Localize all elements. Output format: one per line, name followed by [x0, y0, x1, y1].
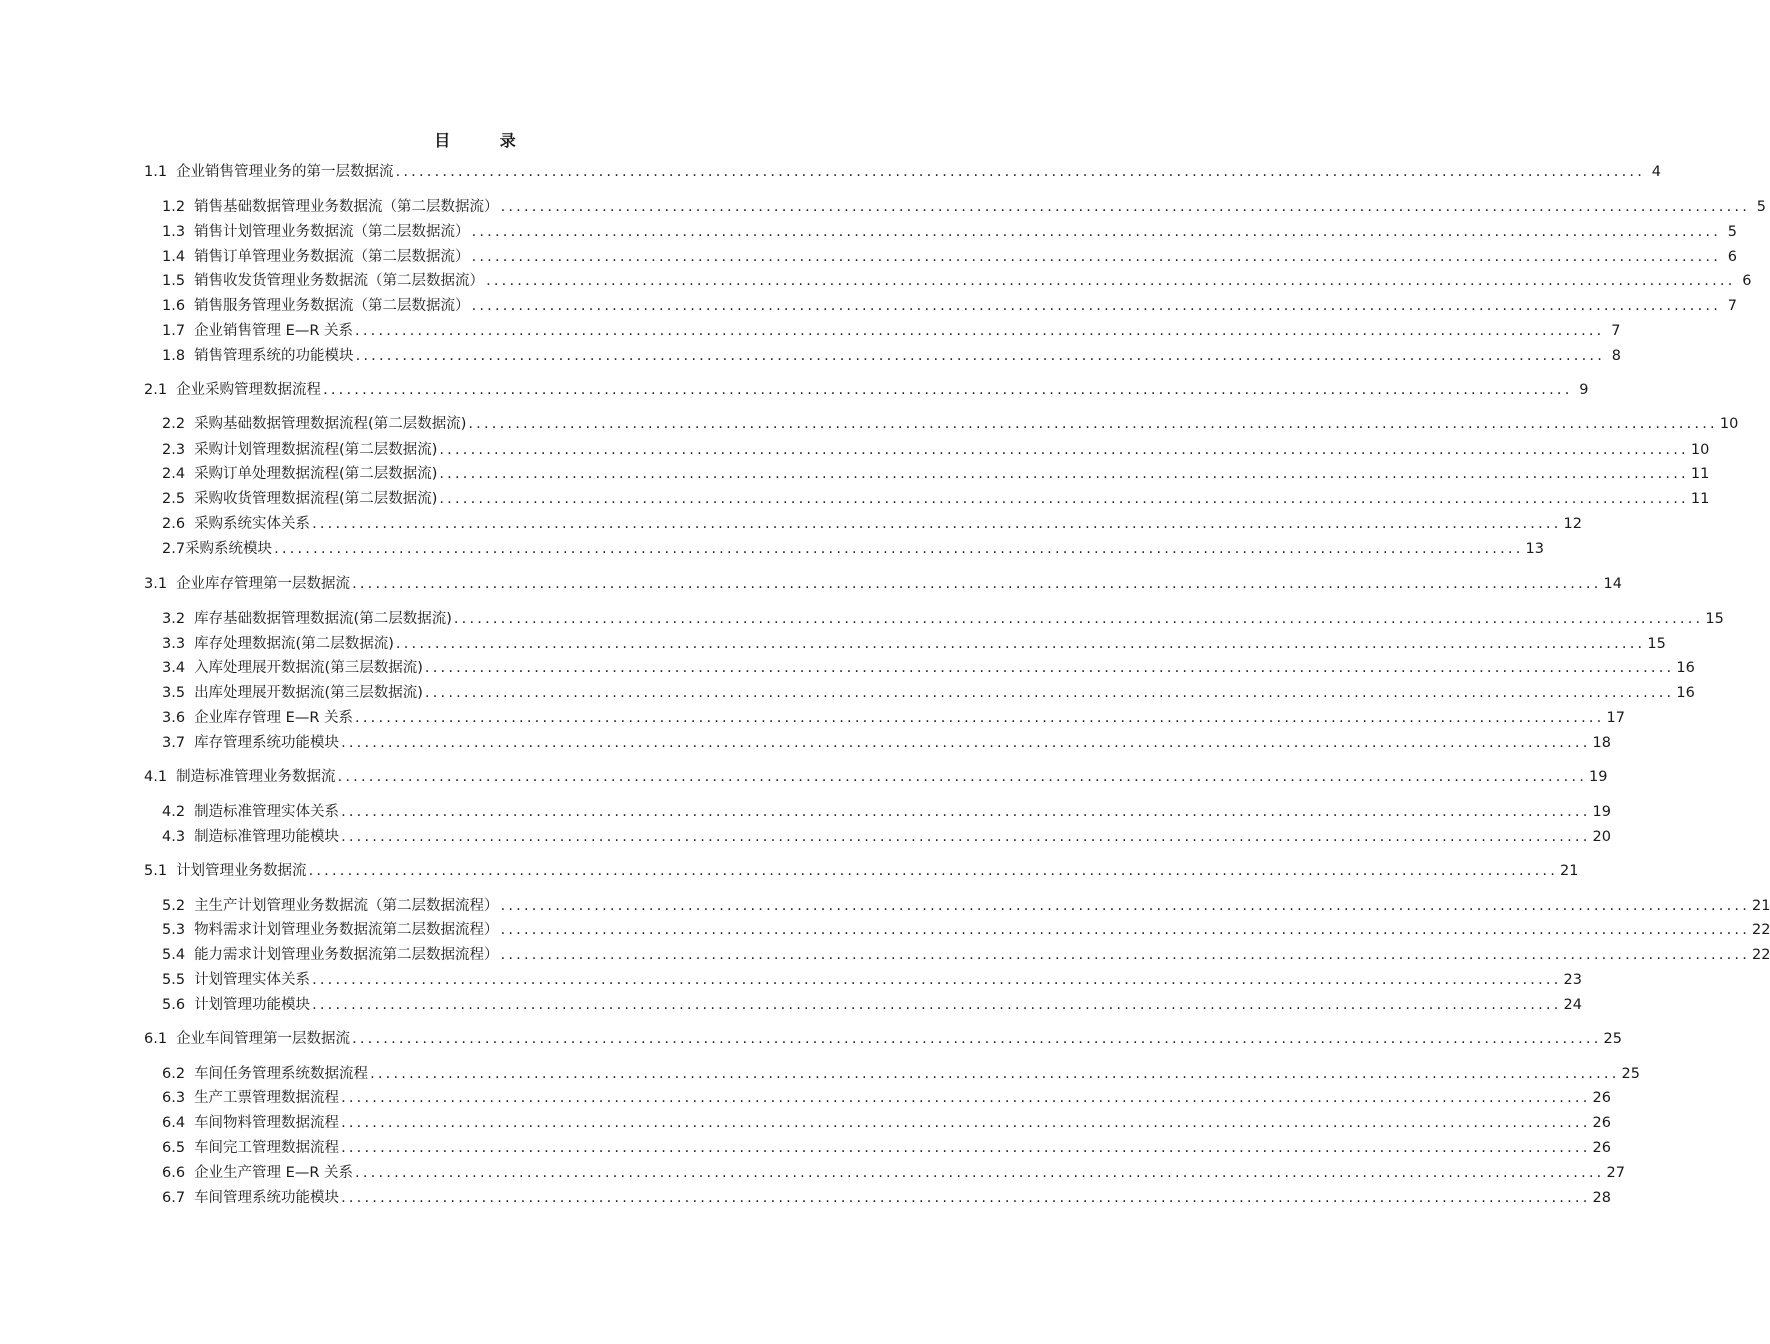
toc-entry[interactable] — [162, 609, 1724, 629]
toc-entry-page: 15 — [1705, 611, 1724, 627]
toc-entry-title: 采购订单处理数据流程(第二层数据流) — [194, 466, 438, 482]
toc-entry-number: 5.1 — [144, 863, 168, 879]
toc-entry[interactable] — [162, 708, 1625, 728]
toc-entry-page: 6 — [1727, 249, 1738, 265]
toc-entry-number: 4.3 — [162, 829, 186, 845]
toc-entry-number: 2.1 — [144, 382, 168, 398]
toc-entry[interactable] — [162, 464, 1710, 484]
toc-entry-title: 企业采购管理数据流程 — [176, 382, 322, 398]
toc-entry-number: 2.7 — [162, 541, 186, 557]
toc-dot-leader: ................................................................................................................................................................ — [471, 224, 1722, 240]
toc-dot-leader: ................................................................................................................................................................ — [352, 576, 1602, 592]
toc-entry-title: 计划管理业务数据流 — [176, 863, 307, 879]
toc-entry[interactable] — [144, 1029, 1622, 1049]
toc-entry[interactable] — [162, 1064, 1640, 1084]
toc-dot-leader: ................................................................................................................................................................ — [341, 1115, 1591, 1131]
toc-entry-number: 3.2 — [162, 611, 186, 627]
toc-entry-page: 26 — [1592, 1140, 1611, 1156]
toc-entry-number: 3.5 — [162, 685, 186, 701]
toc-dot-leader: ................................................................................................................................................................ — [341, 1140, 1591, 1156]
toc-entry-title: 企业库存管理第一层数据流 — [176, 576, 351, 592]
toc-entry-number: 1.4 — [162, 249, 186, 265]
toc-dot-leader: ................................................................................................................................................................ — [439, 442, 1689, 458]
toc-entry-number: 6.4 — [162, 1115, 186, 1131]
toc-entry-page: 26 — [1592, 1090, 1611, 1106]
toc-dot-leader: ................................................................................................................................................................ — [468, 416, 1718, 432]
toc-entry-title: 库存基础数据管理数据流(第二层数据流) — [194, 611, 452, 627]
toc-entry[interactable] — [162, 440, 1710, 460]
toc-entry-title: 企业销售管理 E—R 关系 — [194, 323, 354, 339]
toc-entry-number: 2.2 — [162, 416, 186, 432]
toc-dot-leader: ................................................................................................................................................................ — [471, 298, 1722, 314]
toc-entry-number: 4.1 — [144, 769, 168, 785]
toc-entry-page: 4 — [1651, 164, 1662, 180]
toc-dot-leader: ................................................................................................................................................................ — [323, 382, 1573, 398]
toc-entry[interactable] — [162, 296, 1738, 316]
toc-entry-number: 1.8 — [162, 348, 186, 364]
toc-dot-leader: ................................................................................................................................................................ — [424, 685, 1675, 701]
toc-entry-title: 车间完工管理数据流程 — [194, 1140, 340, 1156]
toc-entry-title: 采购基础数据管理数据流程(第二层数据流) — [194, 416, 467, 432]
toc-entry-number: 5.5 — [162, 972, 186, 988]
toc-entry-page: 11 — [1690, 466, 1710, 482]
toc-entry[interactable] — [162, 1113, 1611, 1133]
toc-entry[interactable] — [144, 574, 1622, 594]
toc-dot-leader: ................................................................................................................................................................ — [486, 273, 1736, 289]
toc-entry-number: 3.1 — [144, 576, 168, 592]
toc-entry-number: 5.6 — [162, 997, 186, 1013]
toc-entry[interactable] — [162, 346, 1622, 366]
toc-dot-leader: ................................................................................................................................................................ — [341, 829, 1591, 845]
toc-entry-title: 入库处理展开数据流(第三层数据流) — [194, 660, 423, 676]
toc-entry[interactable] — [162, 247, 1738, 267]
toc-dot-leader: ................................................................................................................................................................ — [274, 541, 1524, 557]
toc-entry-page: 24 — [1563, 997, 1582, 1013]
toc-entry-title: 计划管理实体关系 — [194, 972, 311, 988]
toc-entry-number: 1.6 — [162, 298, 186, 314]
toc-entry-number: 6.7 — [162, 1190, 186, 1206]
toc-entry[interactable] — [144, 162, 1662, 182]
toc-entry-page: 25 — [1603, 1031, 1622, 1047]
toc-entry-title: 企业生产管理 E—R 关系 — [194, 1165, 354, 1181]
toc-dot-leader: ................................................................................................................................................................ — [500, 922, 1751, 938]
toc-entry-title: 主生产计划管理业务数据流（第二层数据流程） — [194, 898, 499, 914]
toc-title: 目 录 — [434, 131, 538, 150]
toc-entry-page: 28 — [1592, 1190, 1611, 1206]
toc-entry[interactable] — [162, 271, 1752, 291]
toc-entry-page: 13 — [1525, 541, 1544, 557]
toc-entry-page: 20 — [1592, 829, 1611, 845]
toc-dot-leader: ................................................................................................................................................................ — [337, 769, 1588, 785]
toc-dot-leader: ................................................................................................................................................................ — [395, 164, 1646, 180]
toc-dot-leader: ................................................................................................................................................................ — [341, 1190, 1591, 1206]
toc-entry-number: 3.4 — [162, 660, 186, 676]
toc-entry[interactable] — [162, 634, 1666, 654]
toc-entry-page: 22 — [1752, 947, 1770, 963]
toc-entry-page: 10 — [1719, 416, 1739, 432]
toc-entry-number: 1.2 — [162, 199, 186, 215]
toc-entry-title: 制造标准管理业务数据流 — [176, 769, 336, 785]
toc-entry[interactable] — [162, 514, 1582, 534]
toc-dot-leader: ................................................................................................................................................................ — [424, 660, 1675, 676]
toc-dot-leader: ................................................................................................................................................................ — [352, 1031, 1602, 1047]
toc-dot-leader: ................................................................................................................................................................ — [308, 863, 1559, 879]
toc-dot-leader: ................................................................................................................................................................ — [439, 466, 1689, 482]
toc-entry-page: 27 — [1606, 1165, 1625, 1181]
toc-entry[interactable] — [162, 970, 1582, 990]
toc-entry-title: 采购系统模块 — [185, 541, 273, 557]
toc-entry-title: 车间管理系统功能模块 — [194, 1190, 340, 1206]
toc-entry-number: 1.5 — [162, 273, 186, 289]
toc-dot-leader: ................................................................................................................................................................ — [500, 199, 1751, 215]
toc-entry-title: 企业库存管理 E—R 关系 — [194, 710, 354, 726]
toc-entry[interactable] — [162, 1163, 1625, 1183]
toc-dot-leader: ................................................................................................................................................................ — [341, 1090, 1591, 1106]
toc-entry[interactable] — [162, 920, 1770, 940]
toc-entry[interactable] — [162, 1138, 1611, 1158]
toc-dot-leader: ................................................................................................................................................................ — [500, 947, 1751, 963]
toc-entry-page: 19 — [1589, 769, 1608, 785]
toc-entry-title: 采购系统实体关系 — [194, 516, 311, 532]
toc-entry-number: 1.7 — [162, 323, 186, 339]
toc-entry-title: 制造标准管理功能模块 — [194, 829, 340, 845]
toc-entry-title: 库存处理数据流(第二层数据流) — [194, 636, 394, 652]
toc-entry[interactable] — [162, 827, 1611, 847]
toc-entry[interactable] — [162, 896, 1770, 916]
toc-entry-page: 8 — [1611, 348, 1622, 364]
toc-entry[interactable] — [162, 1088, 1611, 1108]
toc-dot-leader: ................................................................................................................................................................ — [341, 735, 1591, 751]
toc-entry-page: 25 — [1621, 1066, 1640, 1082]
toc-entry[interactable] — [162, 321, 1621, 341]
toc-entry-title: 销售订单管理业务数据流（第二层数据流） — [194, 249, 470, 265]
toc-entry-title: 销售管理系统的功能模块 — [194, 348, 354, 364]
toc-entry-number: 6.1 — [144, 1031, 168, 1047]
toc-dot-leader: ................................................................................................................................................................ — [439, 491, 1689, 507]
toc-entry-title: 车间任务管理系统数据流程 — [194, 1066, 369, 1082]
toc-dot-leader: ................................................................................................................................................................ — [395, 636, 1646, 652]
toc-entry[interactable] — [162, 945, 1770, 965]
toc-entry-page: 22 — [1752, 922, 1770, 938]
toc-entry-number: 2.3 — [162, 442, 186, 458]
toc-entry-number: 4.2 — [162, 804, 186, 820]
toc-dot-leader: ................................................................................................................................................................ — [312, 972, 1562, 988]
toc-entry-page: 7 — [1611, 323, 1621, 339]
toc-entry[interactable] — [162, 683, 1695, 703]
toc-entry[interactable] — [162, 539, 1544, 559]
toc-dot-leader: ................................................................................................................................................................ — [355, 348, 1606, 364]
toc-entry-page: 16 — [1676, 660, 1695, 676]
toc-entry-number: 5.4 — [162, 947, 186, 963]
toc-entry-number: 2.5 — [162, 491, 186, 507]
toc-entry-number: 6.2 — [162, 1066, 186, 1082]
toc-entry-page: 21 — [1560, 863, 1579, 879]
toc-dot-leader: ................................................................................................................................................................ — [355, 323, 1605, 339]
toc-entry-page: 14 — [1603, 576, 1622, 592]
toc-entry-number: 1.1 — [144, 164, 168, 180]
toc-entry-page: 15 — [1647, 636, 1666, 652]
toc-entry-page: 21 — [1752, 898, 1770, 914]
toc-entry-title: 生产工票管理数据流程 — [194, 1090, 340, 1106]
toc-entry-page: 26 — [1592, 1115, 1611, 1131]
toc-entry[interactable] — [162, 414, 1739, 434]
toc-entry[interactable] — [144, 767, 1608, 787]
toc-entry[interactable] — [162, 802, 1611, 822]
toc-entry-number: 1.3 — [162, 224, 186, 240]
toc-entry-title: 采购收货管理数据流程(第二层数据流) — [194, 491, 438, 507]
toc-dot-leader: ................................................................................................................................................................ — [355, 710, 1605, 726]
toc-dot-leader: ................................................................................................................................................................ — [312, 516, 1562, 532]
toc-entry-page: 12 — [1563, 516, 1582, 532]
toc-entry-title: 能力需求计划管理业务数据流第二层数据流程） — [194, 947, 499, 963]
toc-entry-title: 出库处理展开数据流(第三层数据流) — [194, 685, 423, 701]
toc-dot-leader: ................................................................................................................................................................ — [341, 804, 1591, 820]
toc-entry-number: 5.3 — [162, 922, 186, 938]
toc-entry[interactable] — [162, 1188, 1611, 1208]
toc-entry-page: 23 — [1563, 972, 1582, 988]
toc-entry-number: 6.5 — [162, 1140, 186, 1156]
toc-entry-title: 销售收发货管理业务数据流（第二层数据流） — [194, 273, 485, 289]
toc-dot-leader: ................................................................................................................................................................ — [355, 1165, 1605, 1181]
toc-entry-number: 3.7 — [162, 735, 186, 751]
toc-entry-number: 5.2 — [162, 898, 186, 914]
toc-entry[interactable] — [162, 222, 1738, 242]
toc-entry-page: 9 — [1579, 382, 1589, 398]
toc-entry-page: 7 — [1727, 298, 1738, 314]
toc-entry[interactable] — [144, 380, 1589, 400]
toc-dot-leader: ................................................................................................................................................................ — [370, 1066, 1620, 1082]
toc-entry-title: 销售服务管理业务数据流（第二层数据流） — [194, 298, 470, 314]
toc-entry-page: 18 — [1592, 735, 1611, 751]
toc-entry[interactable] — [162, 489, 1710, 509]
toc-entry-title: 企业车间管理第一层数据流 — [176, 1031, 351, 1047]
toc-dot-leader: ................................................................................................................................................................ — [500, 898, 1751, 914]
toc-entry-number: 6.3 — [162, 1090, 186, 1106]
toc-entry-page: 10 — [1690, 442, 1710, 458]
toc-dot-leader: ................................................................................................................................................................ — [312, 997, 1562, 1013]
toc-entry-title: 制造标准管理实体关系 — [194, 804, 340, 820]
toc-entry-page: 17 — [1606, 710, 1625, 726]
toc-entry-page: 5 — [1727, 224, 1738, 240]
toc-entry-title: 企业销售管理业务的第一层数据流 — [176, 164, 394, 180]
toc-entry[interactable] — [162, 658, 1695, 678]
toc-entry-page: 6 — [1742, 273, 1752, 289]
toc-entry-number: 2.6 — [162, 516, 186, 532]
toc-dot-leader: ................................................................................................................................................................ — [471, 249, 1722, 265]
toc-entry-number: 6.6 — [162, 1165, 186, 1181]
toc-entry-page: 19 — [1592, 804, 1611, 820]
toc-entry-title: 销售计划管理业务数据流（第二层数据流） — [194, 224, 470, 240]
toc-entry[interactable] — [162, 197, 1767, 217]
toc-entry-number: 3.6 — [162, 710, 186, 726]
toc-entry[interactable] — [162, 995, 1582, 1015]
toc-entry-title: 采购计划管理数据流程(第二层数据流) — [194, 442, 438, 458]
toc-entry-title: 销售基础数据管理业务数据流（第二层数据流） — [194, 199, 499, 215]
toc-entry-title: 库存管理系统功能模块 — [194, 735, 340, 751]
toc-entry-page: 5 — [1756, 199, 1767, 215]
toc-entry-number: 3.3 — [162, 636, 186, 652]
toc-entry-page: 16 — [1676, 685, 1695, 701]
toc-entry-title: 车间物料管理数据流程 — [194, 1115, 340, 1131]
toc-entry-page: 11 — [1690, 491, 1710, 507]
toc-entry-number: 2.4 — [162, 466, 186, 482]
toc-entry[interactable] — [144, 861, 1579, 881]
toc-entry-title: 物料需求计划管理业务数据流第二层数据流程） — [194, 922, 499, 938]
toc-entry[interactable] — [162, 733, 1611, 753]
toc-entry-title: 计划管理功能模块 — [194, 997, 311, 1013]
toc-dot-leader: ................................................................................................................................................................ — [453, 611, 1704, 627]
